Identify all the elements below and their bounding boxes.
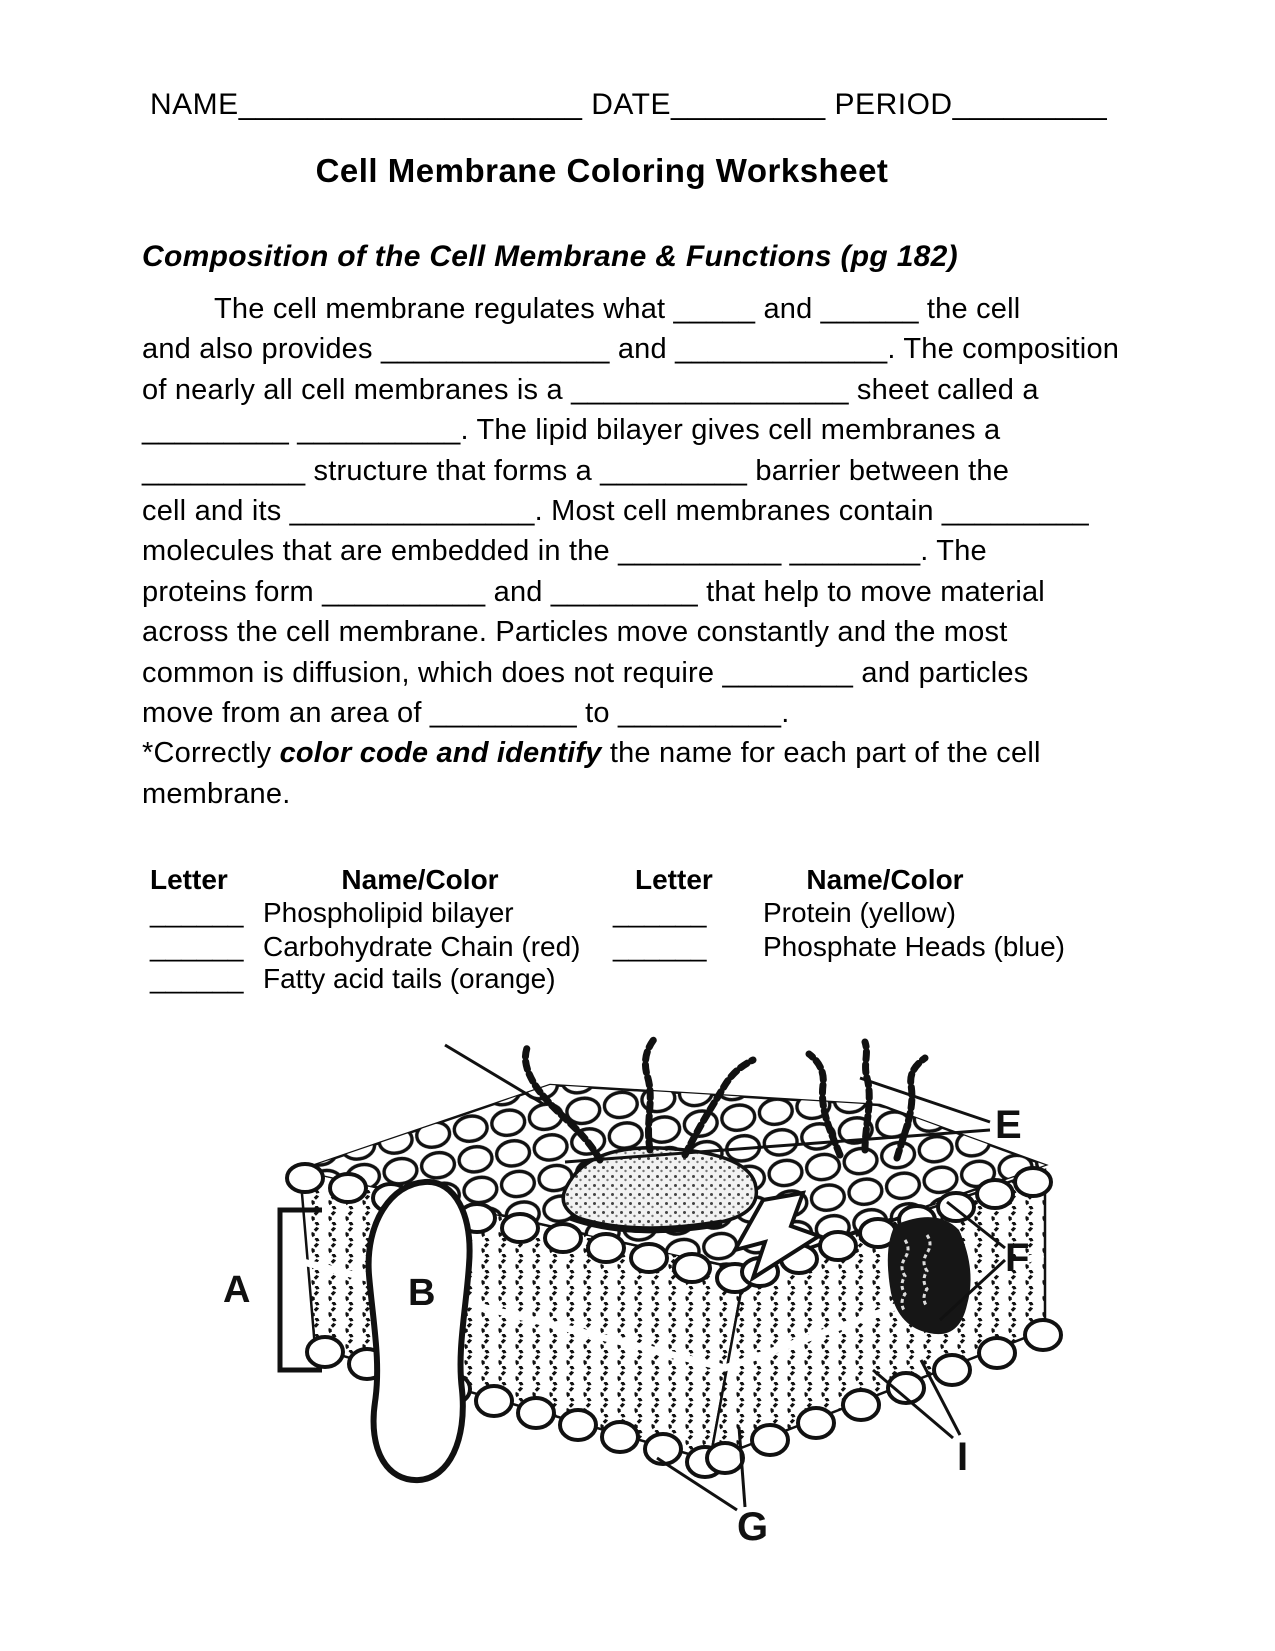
paragraph-line: membrane. — [142, 777, 291, 810]
date-label: DATE — [591, 88, 672, 121]
paragraph-line: molecules that are embedded in the __________ ________. The — [142, 535, 987, 568]
name-date-period-line — [150, 88, 1107, 122]
color-code-instruction — [142, 733, 1119, 773]
letter-header-2: Letter — [635, 864, 713, 895]
letter-blank: ______ — [150, 931, 244, 962]
protein-blob — [369, 1182, 470, 1480]
name-label: NAME — [150, 88, 239, 121]
paragraph-line: common is diffusion, which does not require ________ and particles — [142, 656, 1029, 689]
period-label: PERIOD — [834, 88, 953, 121]
cell-membrane-diagram — [205, 1030, 1075, 1650]
paragraph-line: across the cell membrane. Particles move constantly and the most — [142, 616, 1008, 649]
letter-blank: ______ — [150, 963, 244, 994]
paragraph-line: and also provides ______________ and _____________. The composition — [142, 333, 1120, 366]
letter-blank: ______ — [613, 897, 707, 928]
date-blank: _________ — [671, 88, 826, 121]
label-e: E — [995, 1103, 1022, 1147]
key-item: Carbohydrate Chain (red) — [263, 931, 581, 962]
paragraph-line: The cell membrane regulates what _____ and ______ the cell — [214, 293, 1021, 325]
paragraph-line: cell and its _______________. Most cell membranes contain _________ — [142, 495, 1089, 528]
name-blank: ____________________ — [238, 88, 583, 121]
fill-in-paragraph — [142, 289, 1119, 814]
paragraph-line: move from an area of _________ to __________. — [142, 697, 790, 730]
page-title: Cell Membrane Coloring Worksheet — [315, 152, 889, 189]
label-i: I — [957, 1435, 969, 1479]
key-item: Protein (yellow) — [763, 897, 956, 928]
name-color-header-2: Name/Color — [806, 864, 964, 895]
paragraph-line: __________ structure that forms a _________ barrier between the — [142, 454, 1010, 487]
label-b: B — [408, 1272, 436, 1314]
instruction-suffix: the name for each part of the cell — [601, 737, 1041, 770]
name-color-header-1: Name/Color — [341, 864, 499, 895]
section-heading: Composition of the Cell Membrane & Functions (pg 182) — [142, 240, 958, 273]
letter-blank: ______ — [613, 931, 707, 962]
instruction-emphasis: color code and identify — [279, 737, 602, 770]
key-item: Phospholipid bilayer — [263, 897, 514, 928]
paragraph-line: of nearly all cell membranes is a _________________ sheet called a — [142, 373, 1039, 406]
label-g: G — [737, 1505, 769, 1549]
period-blank: _________ — [952, 88, 1108, 121]
label-a: A — [223, 1269, 251, 1311]
paragraph-line: proteins form __________ and _________ that help to move material — [142, 575, 1045, 608]
key-item: Fatty acid tails (orange) — [263, 963, 556, 994]
key-item: Phosphate Heads (blue) — [763, 931, 1065, 962]
instruction-prefix: *Correctly — [142, 737, 280, 770]
label-f: F — [1005, 1236, 1030, 1280]
paragraph-line: _________ __________. The lipid bilayer gives cell membranes a — [142, 414, 1001, 447]
letter-blank: ______ — [150, 897, 244, 928]
letter-header-1: Letter — [150, 864, 228, 895]
